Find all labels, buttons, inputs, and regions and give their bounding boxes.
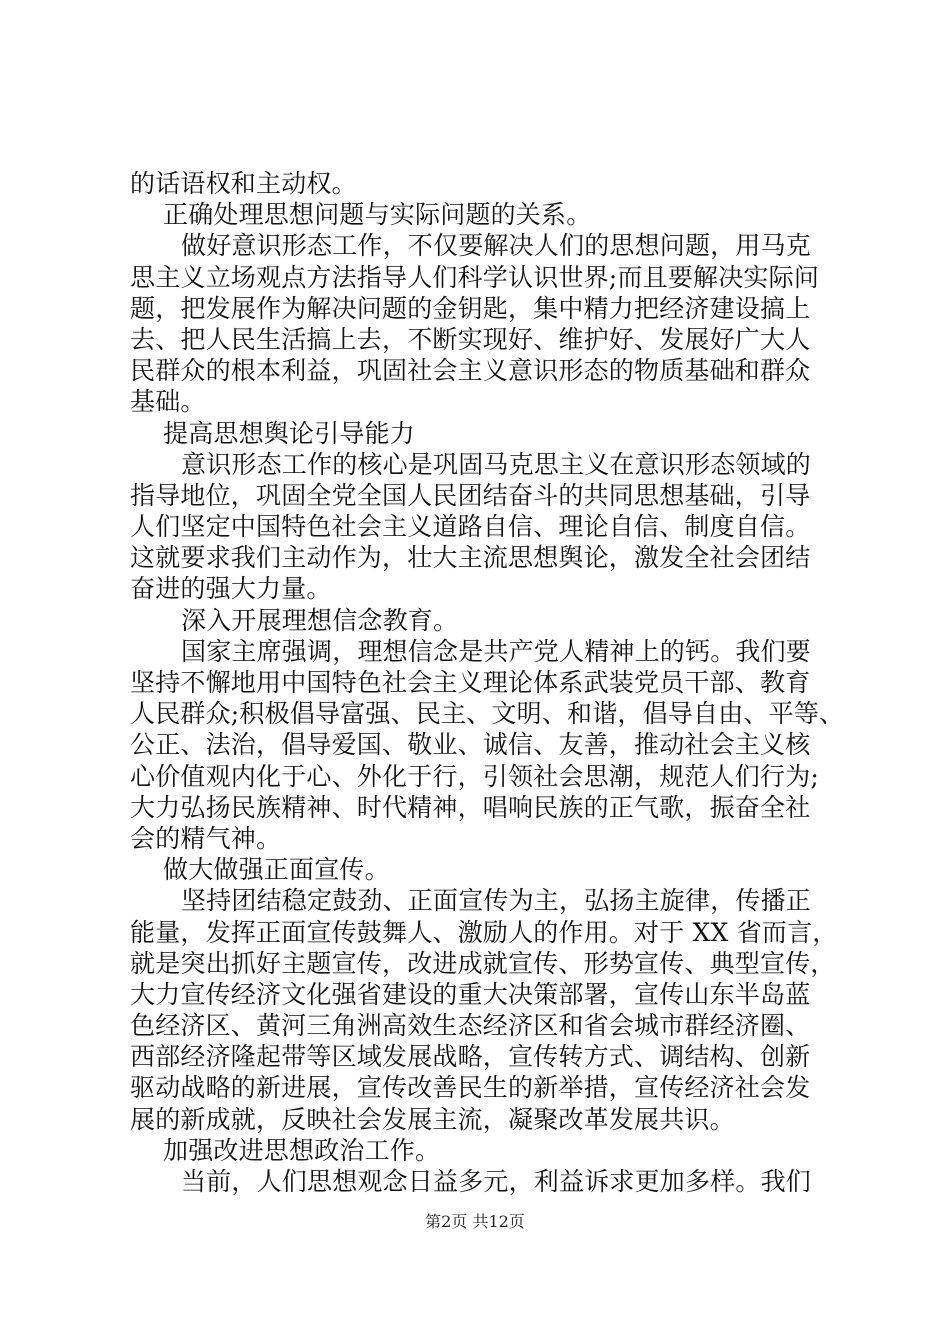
text-line: 驱动战略的新进展，宣传改善民生的新举措，宣传经济社会发 [130, 1073, 811, 1103]
document-body [130, 168, 845, 1197]
page-number-footer: 第2页 共12页 [425, 1212, 525, 1231]
text-line: 人们坚定中国特色社会主义道路自信、理论自信、制度自信。 [130, 512, 811, 542]
text-line: 指导地位，巩固全党全国人民团结奋斗的共同思想基础，引导 [130, 480, 811, 510]
text-line: 去、把人民生活搞上去，不断实现好、维护好、发展好广大人 [130, 324, 811, 354]
text-line: 坚持团结稳定鼓劲、正面宣传为主，弘扬主旋律，传播正 [181, 886, 812, 916]
text-line: 当前，人们思想观念日益多元，利益诉求更加多样。我们 [181, 1167, 812, 1196]
text-line: 公正、法治，倡导爱国、敬业、诚信、友善，推动社会主义核 [130, 730, 811, 760]
text-line: 基础。 [130, 387, 206, 417]
text-line: 国家主席强调，理想信念是共产党人精神上的钙。我们要 [181, 636, 812, 666]
section-heading: 正确处理思想问题与实际问题的关系。 [163, 200, 592, 230]
text-line: 坚持不懈地用中国特色社会主义理论体系武装党员干部、教育 [130, 668, 811, 697]
section-heading: 提高思想舆论引导能力 [163, 418, 416, 448]
text-line: 民群众的根本利益，巩固社会主义意识形态的物质基础和群众 [130, 356, 811, 386]
text-line: 思主义立场观点方法指导人们科学认识世界;而且要解决实际问 [130, 262, 820, 292]
text-line: 这就要求我们主动作为，壮大主流思想舆论，激发全社会团结 [130, 543, 811, 573]
text-line: 意识形态工作的核心是巩固马克思主义在意识形态领域的 [181, 449, 812, 479]
text-line: 西部经济隆起带等区域发展战略，宣传转方式、调结构、创新 [130, 1042, 811, 1072]
text-line: 就是突出抓好主题宣传，改进成就宣传、形势宣传、典型宣传， [130, 948, 836, 978]
text-line: 心价值观内化于心、外化于行，引领社会思潮，规范人们行为; [130, 761, 820, 791]
text-line: 做好意识形态工作，不仅要解决人们的思想问题，用马克 [181, 231, 812, 261]
text-line: 色经济区、黄河三角洲高效生态经济区和省会城市群经济圈、 [130, 1011, 811, 1041]
text-line: 会的精气神。 [130, 823, 282, 853]
text-line: 大力宣传经济文化强省建设的重大决策部署，宣传山东半岛蓝 [130, 979, 811, 1009]
text-line: 奋进的强大力量。 [130, 574, 332, 604]
text-line: 的话语权和主动权。 [130, 169, 357, 198]
text-line: 展的新成就，反映社会发展主流，凝聚改革发展共识。 [130, 1104, 735, 1134]
text-line: 题，把发展作为解决问题的金钥匙，集中精力把经济建设搞上 [130, 293, 811, 323]
section-heading: 做大做强正面宣传。 [163, 855, 390, 885]
text-line: 大力弘扬民族精神、时代精神，唱响民族的正气歌，振奋全社 [130, 792, 811, 822]
section-heading: 深入开展理想信念教育。 [181, 605, 459, 635]
text-line: 人民群众;积极倡导富强、民主、文明、和谐，倡导自由、平等、 [130, 699, 845, 729]
section-heading: 加强改进思想政治工作。 [163, 1135, 441, 1165]
text-line: 能量，发挥正面宣传鼓舞人、激励人的作用。对于 XX 省而言， [130, 917, 838, 947]
